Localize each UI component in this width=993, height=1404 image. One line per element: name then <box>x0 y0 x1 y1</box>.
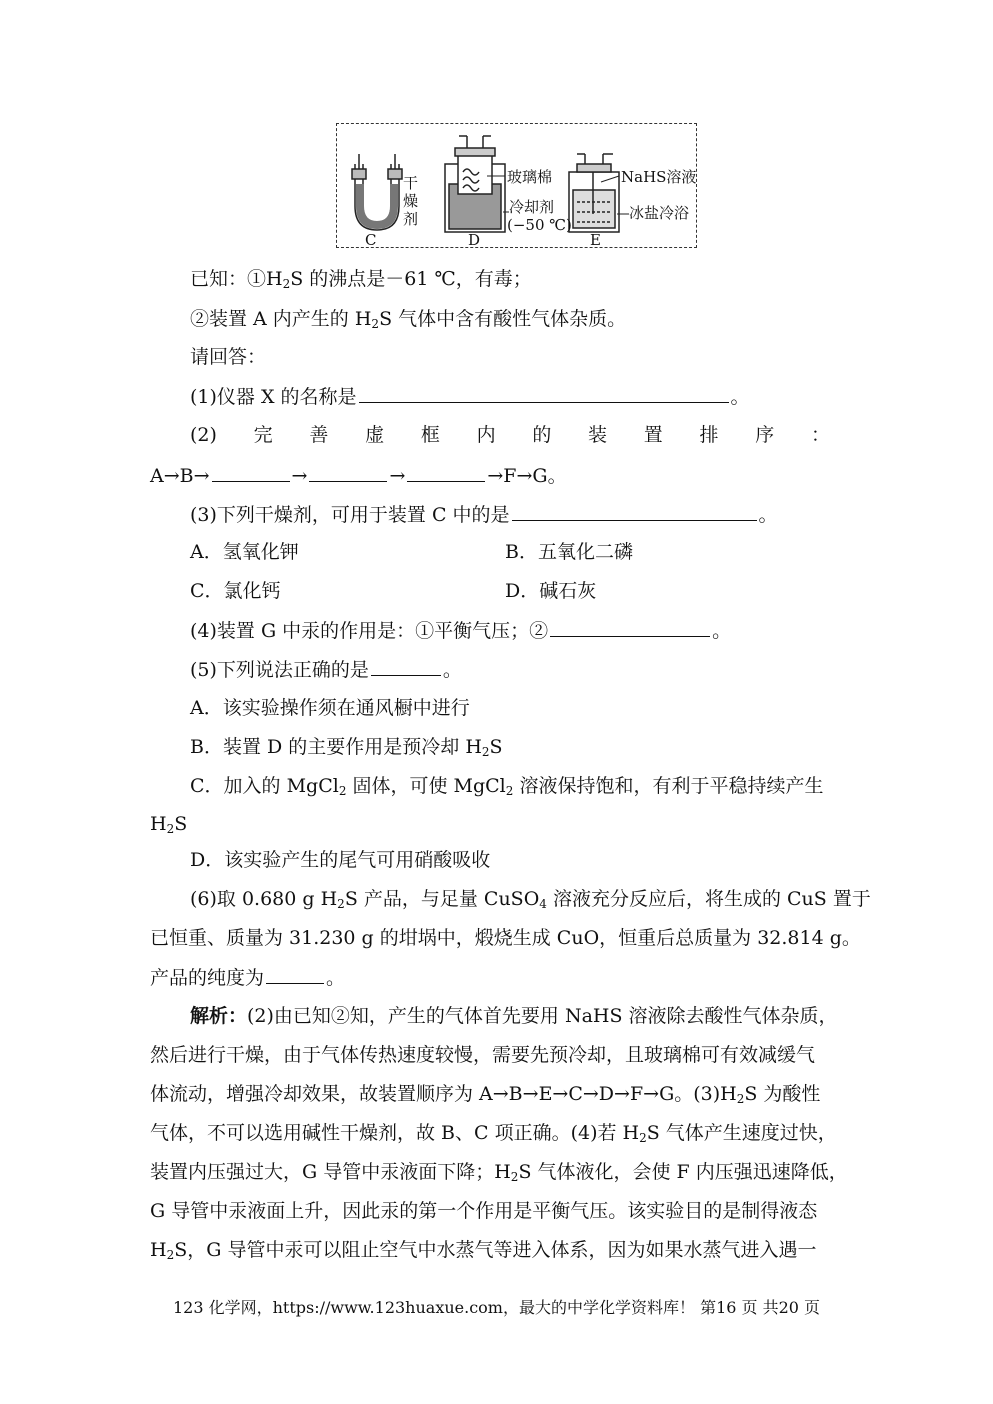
coolant-label: 冷却剂 <box>509 198 555 216</box>
punct: 。 <box>326 967 346 989</box>
analysis-line-4 <box>150 1121 837 1145</box>
text: 装置内压强过大，G 导管中汞液面下降；H <box>150 1161 511 1183</box>
analysis-label: 解析： <box>190 1005 248 1027</box>
known-2 <box>190 307 626 331</box>
subscript: 2 <box>371 317 380 331</box>
seq-end: →F→G。 <box>487 465 567 487</box>
coolant-temp-label: (−50 ℃) <box>507 216 572 234</box>
ice-bath-label: 冰盐冷浴 <box>629 204 690 222</box>
text: C．加入的 MgCl <box>190 775 339 797</box>
analysis-line-5 <box>150 1160 848 1184</box>
text: S <box>489 736 503 758</box>
q1-text: (1)仪器 X 的名称是 <box>190 386 357 408</box>
subscript: 2 <box>166 1248 175 1262</box>
analysis-line-7 <box>150 1238 816 1262</box>
label-d: D <box>468 231 481 249</box>
text: S 气体产生速度过快， <box>646 1122 837 1144</box>
text: 体流动，增强冷却效果，故装置顺序为 A→B→E→C→D→F→G。(3)H <box>150 1083 737 1105</box>
c-side-char: 干 <box>403 174 419 192</box>
text: 溶液保持饱和，有利于平稳持续产生 <box>513 775 824 797</box>
c-side-char: 燥 <box>403 192 419 210</box>
analysis-line-3 <box>150 1082 820 1106</box>
q2-char: 完 <box>253 424 273 446</box>
subscript: 4 <box>539 897 547 911</box>
text: 产品的纯度为 <box>150 967 265 989</box>
desiccant-fill <box>356 184 398 229</box>
text: (2)由已知②知，产生的气体首先要用 NaHS 溶液除去酸性气体杂质， <box>247 1005 838 1027</box>
text: S <box>174 813 188 835</box>
q3-text: (3)下列干燥剂，可用于装置 C 中的是 <box>190 504 510 526</box>
q5-option-c-cont <box>150 812 187 836</box>
analysis-line-1 <box>190 1004 838 1028</box>
q2-char: 虚 <box>365 424 385 446</box>
q2-char: 装 <box>588 424 608 446</box>
text: H <box>150 813 167 835</box>
label-e: E <box>590 231 601 249</box>
question-1 <box>190 384 750 409</box>
analysis-line-6: G 导管中汞液面上升，因此汞的第一个作用是平衡气压。该实验目的是制得液态 <box>150 1200 818 1222</box>
text: B．装置 D 的主要作用是预冷却 H <box>190 736 482 758</box>
q2-char: 善 <box>309 424 329 446</box>
question-3 <box>190 502 778 527</box>
subscript: 2 <box>337 897 345 911</box>
known-1 <box>190 267 532 291</box>
text: 溶液充分反应后，将生成的 CuS 置于 <box>546 888 871 910</box>
text: S 的沸点是－61 ℃，有毒； <box>290 268 532 290</box>
label-c: C <box>365 231 377 249</box>
page-footer: 123 化学网，https://www.123huaxue.com，最大的中学化学资料库！ 第16 页 共20 页 <box>172 1298 821 1317</box>
subscript: 2 <box>282 277 291 291</box>
text: 固体，可使 MgCl <box>346 775 506 797</box>
subscript: 2 <box>338 784 347 798</box>
punct: 。 <box>730 386 750 408</box>
answer-blank <box>407 463 485 482</box>
q5-option-c <box>190 774 823 798</box>
q2-char: 框 <box>420 424 440 446</box>
punct: 。 <box>712 620 732 642</box>
answer-blank <box>359 384 729 403</box>
answer-blank <box>550 618 710 637</box>
apparatus-e <box>569 154 619 232</box>
nahs-label: NaHS溶液 <box>621 168 697 186</box>
seq-start: A→B→ <box>150 465 210 487</box>
arrow: → <box>389 465 406 487</box>
please-answer: 请回答： <box>190 346 267 368</box>
subscript: 2 <box>166 822 175 836</box>
q4-text: (4)装置 G 中汞的作用是：①平衡气压；② <box>190 620 549 642</box>
text: S 为酸性 <box>744 1083 821 1105</box>
q2-char: (2) <box>190 424 217 446</box>
c-side-label <box>403 174 421 228</box>
text: S 气体中含有酸性气体杂质。 <box>379 308 627 330</box>
question-2 <box>190 423 830 447</box>
text: 已知：①H <box>190 268 283 290</box>
q2-char: 置 <box>643 424 663 446</box>
question-6-line-3 <box>150 965 345 990</box>
q3-option-a: A．氢氧化钾 <box>190 541 299 563</box>
q5-option-b <box>190 735 503 759</box>
answer-blank <box>309 463 387 482</box>
q2-char: 内 <box>476 424 496 446</box>
analysis-line-2: 然后进行干燥，由于气体传热速度较慢，需要先预冷却，且玻璃棉可有效减缓气 <box>150 1044 816 1066</box>
question-6-line-2: 已恒重、质量为 31.230 g 的坩埚中，煅烧生成 CuO，恒重后总质量为 32.814 g。 <box>150 927 861 949</box>
question-2-sequence <box>150 463 567 488</box>
answer-blank <box>371 657 441 676</box>
question-4 <box>190 618 731 643</box>
text: ②装置 A 内产生的 H <box>190 308 372 330</box>
c-side-char: 剂 <box>403 210 419 228</box>
q5-text: (5)下列说法正确的是 <box>190 659 369 681</box>
q3-option-c: C．氯化钙 <box>190 580 281 602</box>
subscript: 2 <box>639 1131 647 1145</box>
apparatus-figure <box>336 123 697 248</box>
q2-char: 的 <box>532 424 552 446</box>
q5-option-d: D．该实验产生的尾气可用硝酸吸收 <box>190 849 491 871</box>
question-6-line-1 <box>190 887 871 911</box>
text: 气体，不可以选用碱性干燥剂，故 B、C 项正确。(4)若 H <box>150 1122 640 1144</box>
subscript: 2 <box>505 784 514 798</box>
q2-char: 序 <box>755 424 775 446</box>
q5-option-a: A．该实验操作须在通风橱中进行 <box>190 697 470 719</box>
q2-char: ： <box>810 424 830 446</box>
q3-option-d: D．碱石灰 <box>505 580 597 602</box>
text: S，G 导管中汞可以阻止空气中水蒸气等进入体系，因为如果水蒸气进入遇一 <box>174 1239 817 1261</box>
answer-blank <box>212 463 290 482</box>
apparatus-d <box>445 136 505 232</box>
subscript: 2 <box>736 1092 745 1106</box>
punct: 。 <box>442 659 462 681</box>
glass-wool-label: 玻璃棉 <box>507 168 553 186</box>
subscript: 2 <box>481 745 490 759</box>
arrow: → <box>291 465 308 487</box>
question-5 <box>190 657 462 682</box>
q2-char: 排 <box>699 424 719 446</box>
text: (6)取 0.680 g H <box>190 888 338 910</box>
subscript: 2 <box>510 1170 519 1184</box>
text: S 气体液化，会使 F 内压强迅速降低， <box>518 1161 848 1183</box>
q3-option-b: B．五氧化二磷 <box>505 541 633 563</box>
punct: 。 <box>758 504 778 526</box>
text: H <box>150 1239 167 1261</box>
answer-blank <box>512 502 757 521</box>
text: S 产品，与足量 CuSO <box>344 888 540 910</box>
answer-blank <box>266 965 324 984</box>
